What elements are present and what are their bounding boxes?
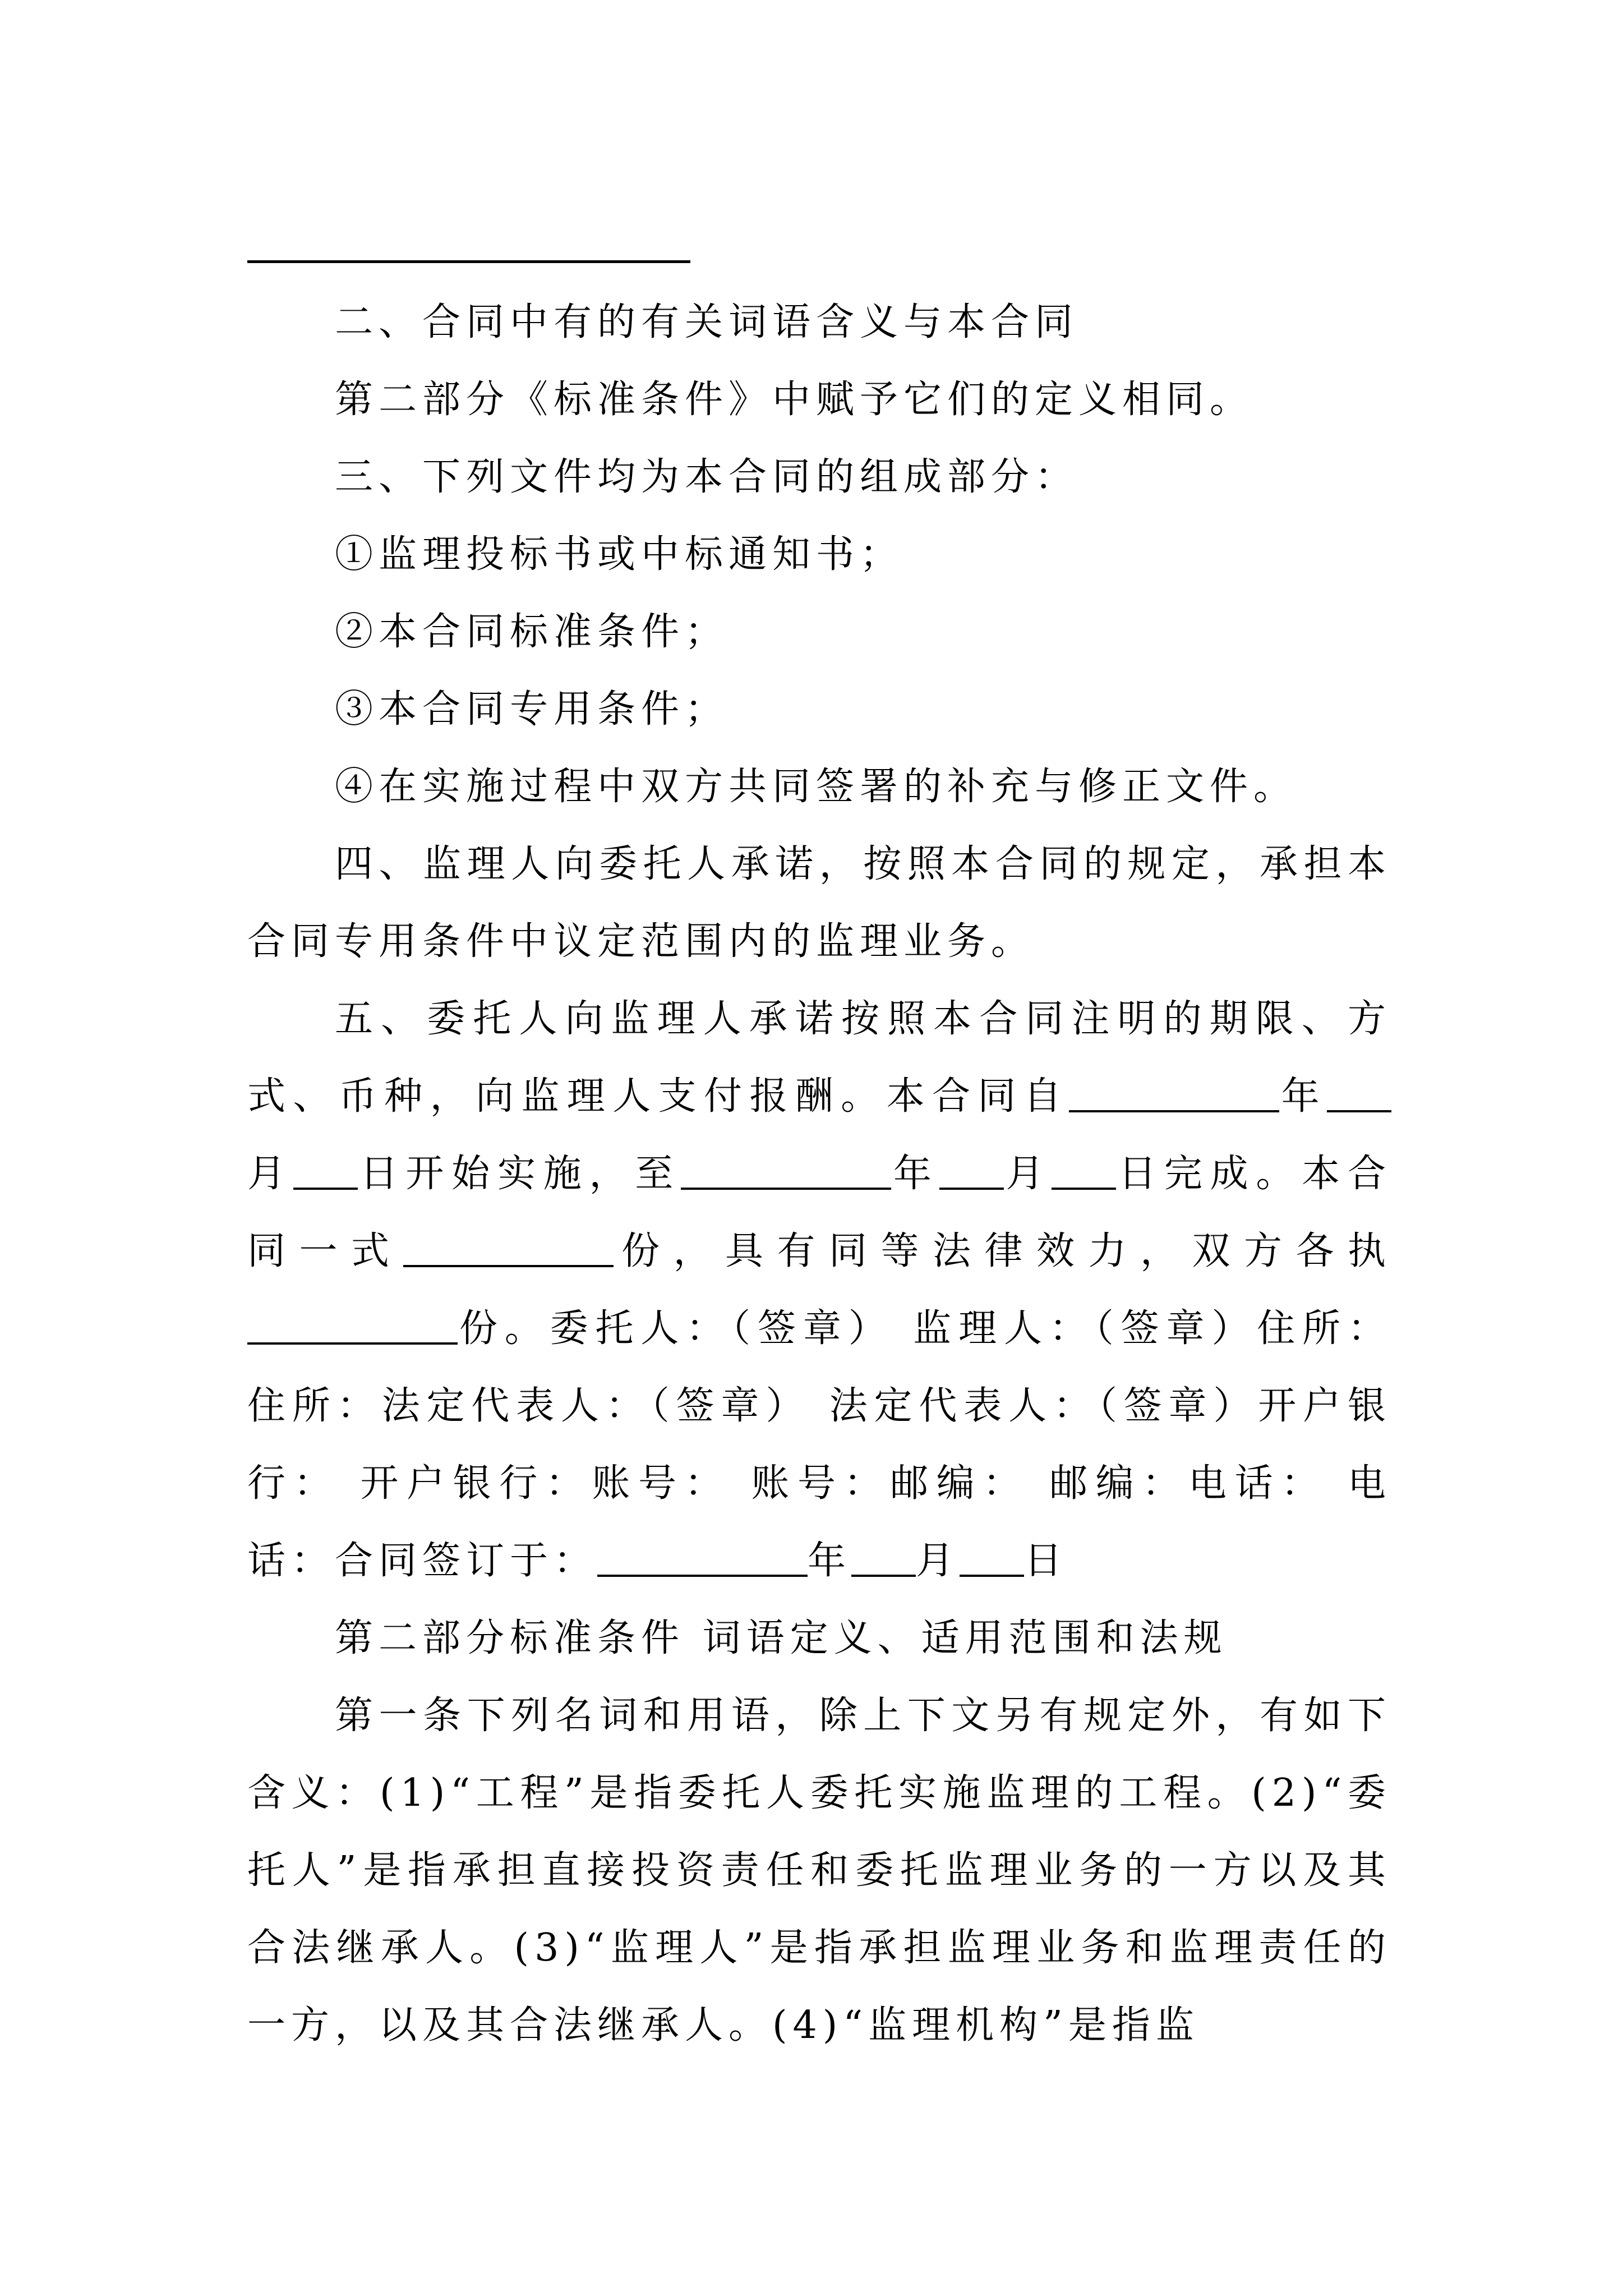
paragraph-payment-commitment bbox=[247, 981, 1391, 1600]
paragraph-documents-intro: 三、下列文件均为本合同的组成部分： bbox=[335, 455, 1079, 499]
top-rule-divider bbox=[247, 260, 690, 263]
end-month-blank[interactable] bbox=[939, 1154, 1004, 1190]
signing-day-blank[interactable] bbox=[960, 1541, 1024, 1577]
copies-total-blank[interactable] bbox=[403, 1231, 614, 1267]
document-body bbox=[247, 284, 1391, 2064]
start-month-blank[interactable] bbox=[1327, 1076, 1391, 1112]
signing-month-blank[interactable] bbox=[851, 1541, 916, 1577]
signing-month-label: 月 bbox=[916, 1539, 960, 1583]
section-heading: 第二部分标准条件 词语定义、适用范围和法规 bbox=[335, 1616, 1228, 1660]
copies-each-blank[interactable] bbox=[247, 1309, 458, 1345]
start-year-blank[interactable] bbox=[1069, 1076, 1279, 1112]
list-item-supplementary-documents: ④在实施过程中双方共同签署的补充与修正文件。 bbox=[335, 765, 1298, 809]
start-year-label: 年 bbox=[1279, 1074, 1327, 1119]
list-item-bid-document: ①监理投标书或中标通知书； bbox=[335, 532, 904, 577]
end-day-blank[interactable] bbox=[1052, 1154, 1116, 1190]
payment-text-start: 日开始实施，至 bbox=[357, 1152, 681, 1196]
start-day-blank[interactable] bbox=[293, 1154, 358, 1190]
paragraph-terms-meaning: 二、合同中有的有关词语含义与本合同 bbox=[335, 300, 1079, 344]
list-item-standard-conditions: ②本合同标准条件； bbox=[335, 610, 729, 654]
start-month-label: 月 bbox=[247, 1152, 293, 1196]
signing-day-label: 日 bbox=[1024, 1539, 1068, 1583]
payment-text-copies: 日完成。本合同一式 bbox=[247, 1152, 1391, 1273]
payment-text-validity: 份，具有同等法律效力，双方各执 bbox=[613, 1229, 1391, 1273]
list-item-special-conditions: ③本合同专用条件； bbox=[335, 687, 729, 731]
paragraph-terms-definition: 第二部分《标准条件》中赋予它们的定义相同。 bbox=[335, 378, 1254, 422]
paragraph-supervisor-commitment: 四、监理人向委托人承诺，按照本合同的规定，承担本合同专用条件中议定范围内的监理业务。 bbox=[247, 842, 1391, 964]
end-month-label: 月 bbox=[1003, 1152, 1052, 1196]
end-year-blank[interactable] bbox=[681, 1154, 891, 1190]
paragraph-article-one: 第一条下列名词和用语，除上下文另有规定外，有如下含义：(1)“工程”是指委托人委托实施监理的工程。(2)“委托人”是指承担直接投资责任和委托监理业务的一方以及其合法继承人。(3)“监理人”是指承担监理业务和监理责任的一方，以及其合法继承人。(4)“监理机构”是指监 bbox=[247, 1694, 1391, 2047]
payment-text-signatures: 份。委托人：（签章） 监理人：（签章）住所： 住所：法定代表人：（签章） 法定代表人：（签章）开户银行： 开户银行：账号： 账号：邮编： 邮编：电话： 电话：合同签订于： bbox=[247, 1306, 1391, 1583]
payment-text-intro: 五、委托人向监理人承诺按照本合同注明的期限、方式、币种，向监理人支付报酬。本合同自 bbox=[247, 997, 1391, 1119]
end-year-label: 年 bbox=[891, 1152, 939, 1196]
signing-year-label: 年 bbox=[808, 1539, 852, 1583]
signing-year-blank[interactable] bbox=[597, 1541, 808, 1577]
